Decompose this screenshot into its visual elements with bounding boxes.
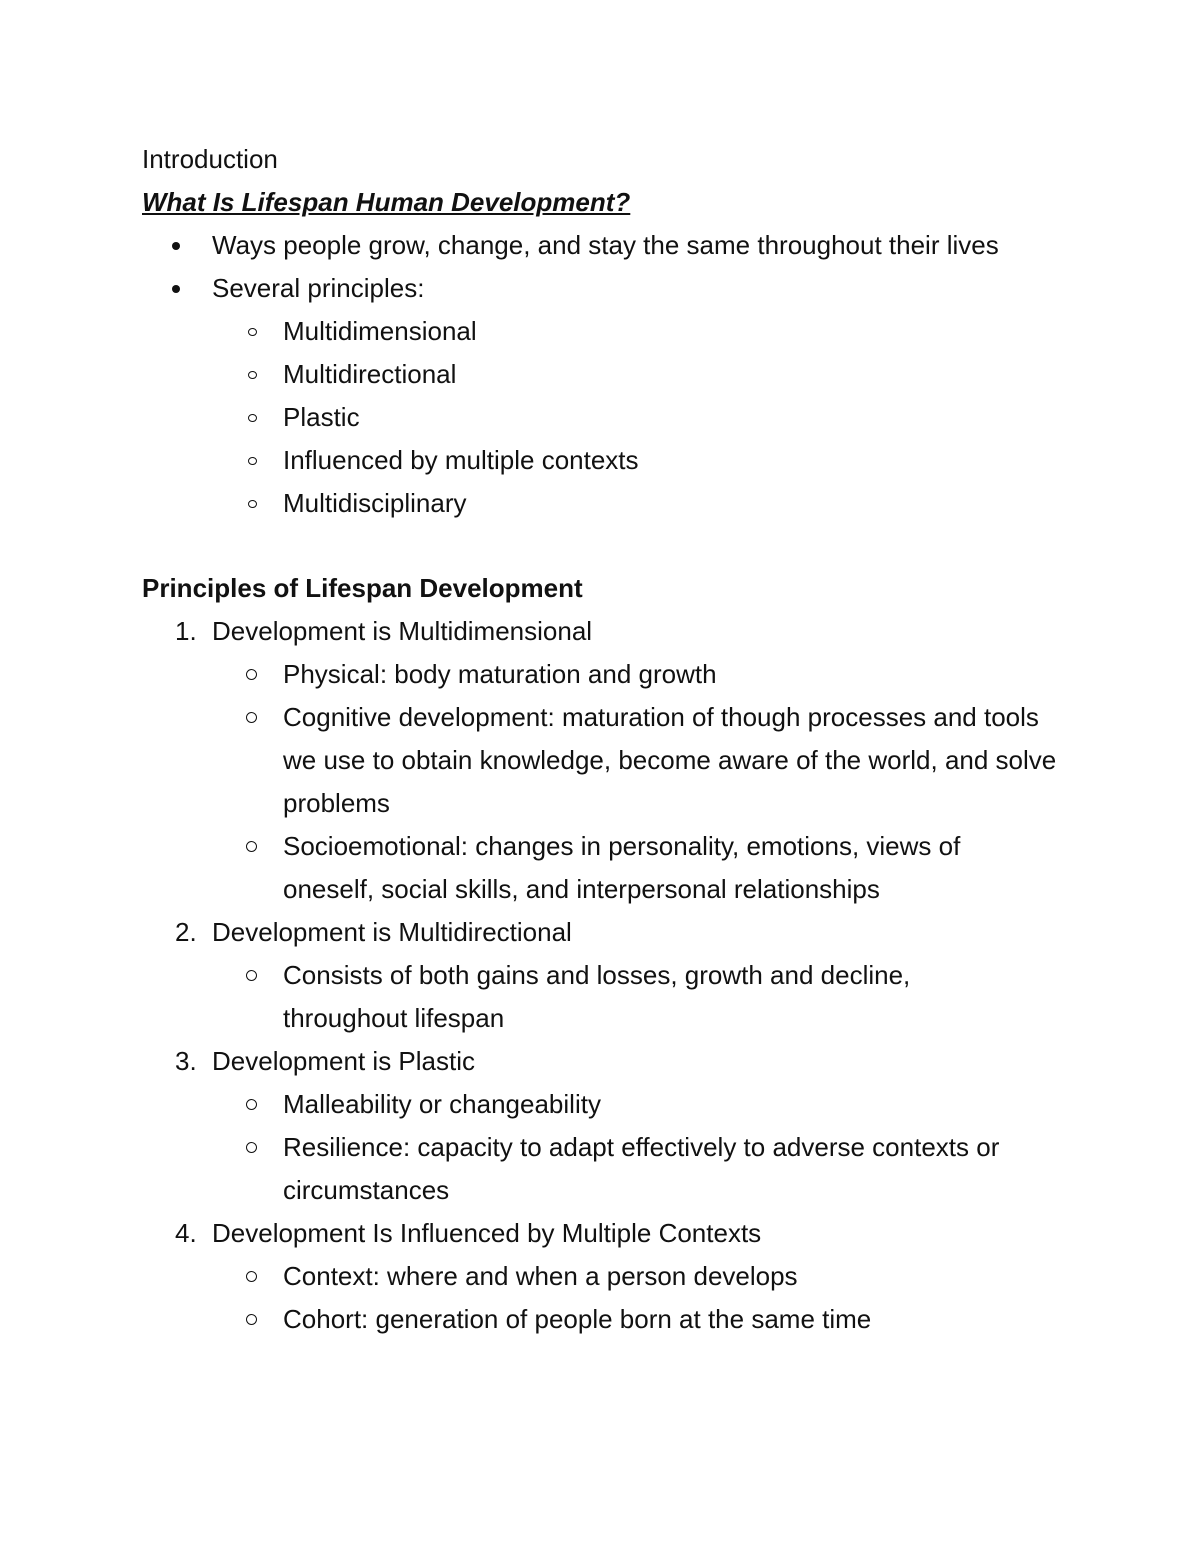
numbered-item-title: Development is Plastic bbox=[212, 1046, 475, 1076]
numbered-item bbox=[142, 911, 1102, 954]
sub-item-text: Cognitive development: maturation of though processes and tools we use to obtain knowledge, become aware of the world, and solve problems bbox=[283, 702, 1057, 818]
numbered-item bbox=[142, 1212, 1102, 1255]
small-ring-icon bbox=[246, 482, 257, 525]
sub-bullet-item bbox=[142, 310, 1102, 353]
sub-item-text: Cohort: generation of people born at the same time bbox=[283, 1304, 872, 1334]
ring-icon bbox=[246, 653, 257, 696]
sub-item bbox=[142, 653, 1102, 696]
sub-item-text: Socioemotional: changes in personality, emotions, views of oneself, social skills, and interpersonal relationships bbox=[283, 831, 961, 904]
sub-item bbox=[142, 954, 1102, 1040]
ring-icon bbox=[246, 954, 257, 997]
sub-item bbox=[142, 1083, 1102, 1126]
numbered-item-title: Development is Multidimensional bbox=[212, 616, 593, 646]
intro-label: Introduction bbox=[142, 144, 278, 174]
bullet-text: Several principles: bbox=[212, 273, 425, 303]
document-page bbox=[142, 138, 1102, 1341]
ring-icon bbox=[246, 825, 257, 868]
sub-item-text: Malleability or changeability bbox=[283, 1089, 601, 1119]
ring-icon bbox=[246, 1255, 257, 1298]
item-number: 4. bbox=[175, 1218, 197, 1248]
sub-bullet-item bbox=[142, 439, 1102, 482]
ring-icon bbox=[246, 696, 257, 739]
sub-item-text: Context: where and when a person develops bbox=[283, 1261, 798, 1291]
small-ring-icon bbox=[246, 439, 257, 482]
bullet-dot-icon bbox=[172, 267, 180, 310]
numbered-item-title: Development Is Influenced by Multiple Contexts bbox=[212, 1218, 762, 1248]
section1-bullet-list bbox=[142, 224, 1102, 525]
sub-bullet-item bbox=[142, 396, 1102, 439]
numbered-item bbox=[142, 610, 1102, 653]
sub-item bbox=[142, 825, 1102, 911]
small-ring-icon bbox=[246, 353, 257, 396]
sub-bullet-text: Multidisciplinary bbox=[283, 488, 467, 518]
numbered-item bbox=[142, 1040, 1102, 1083]
bullet-dot-icon bbox=[172, 224, 180, 267]
sub-item-text: Physical: body maturation and growth bbox=[283, 659, 717, 689]
small-ring-icon bbox=[246, 396, 257, 439]
sub-item bbox=[142, 1126, 1102, 1212]
sub-item bbox=[142, 1255, 1102, 1298]
sub-item-text: Resilience: capacity to adapt effectively to adverse contexts or circumstances bbox=[283, 1132, 1000, 1205]
sub-bullet-text: Influenced by multiple contexts bbox=[283, 445, 639, 475]
sub-item bbox=[142, 1298, 1102, 1341]
bullet-text: Ways people grow, change, and stay the same throughout their lives bbox=[212, 230, 999, 260]
sub-bullet-text: Multidimensional bbox=[283, 316, 477, 346]
ring-icon bbox=[246, 1126, 257, 1169]
sub-bullet-text: Multidirectional bbox=[283, 359, 457, 389]
ring-icon bbox=[246, 1298, 257, 1341]
principles-numbered-list bbox=[142, 610, 1102, 1341]
sub-bullet-item bbox=[142, 482, 1102, 525]
sub-item bbox=[142, 696, 1063, 825]
sub-item-text: Consists of both gains and losses, growth and decline, throughout lifespan bbox=[283, 960, 911, 1033]
sub-bullet-text: Plastic bbox=[283, 402, 360, 432]
item-number: 2. bbox=[175, 917, 197, 947]
item-number: 1. bbox=[175, 616, 197, 646]
sub-bullet-item bbox=[142, 353, 1102, 396]
numbered-item-title: Development is Multidirectional bbox=[212, 917, 572, 947]
small-ring-icon bbox=[246, 310, 257, 353]
section-heading-principles: Principles of Lifespan Development bbox=[142, 573, 583, 603]
bullet-item bbox=[142, 267, 1102, 310]
item-number: 3. bbox=[175, 1046, 197, 1076]
ring-icon bbox=[246, 1083, 257, 1126]
bullet-item bbox=[142, 224, 1102, 267]
section-heading-what-is: What Is Lifespan Human Development? bbox=[142, 187, 631, 217]
